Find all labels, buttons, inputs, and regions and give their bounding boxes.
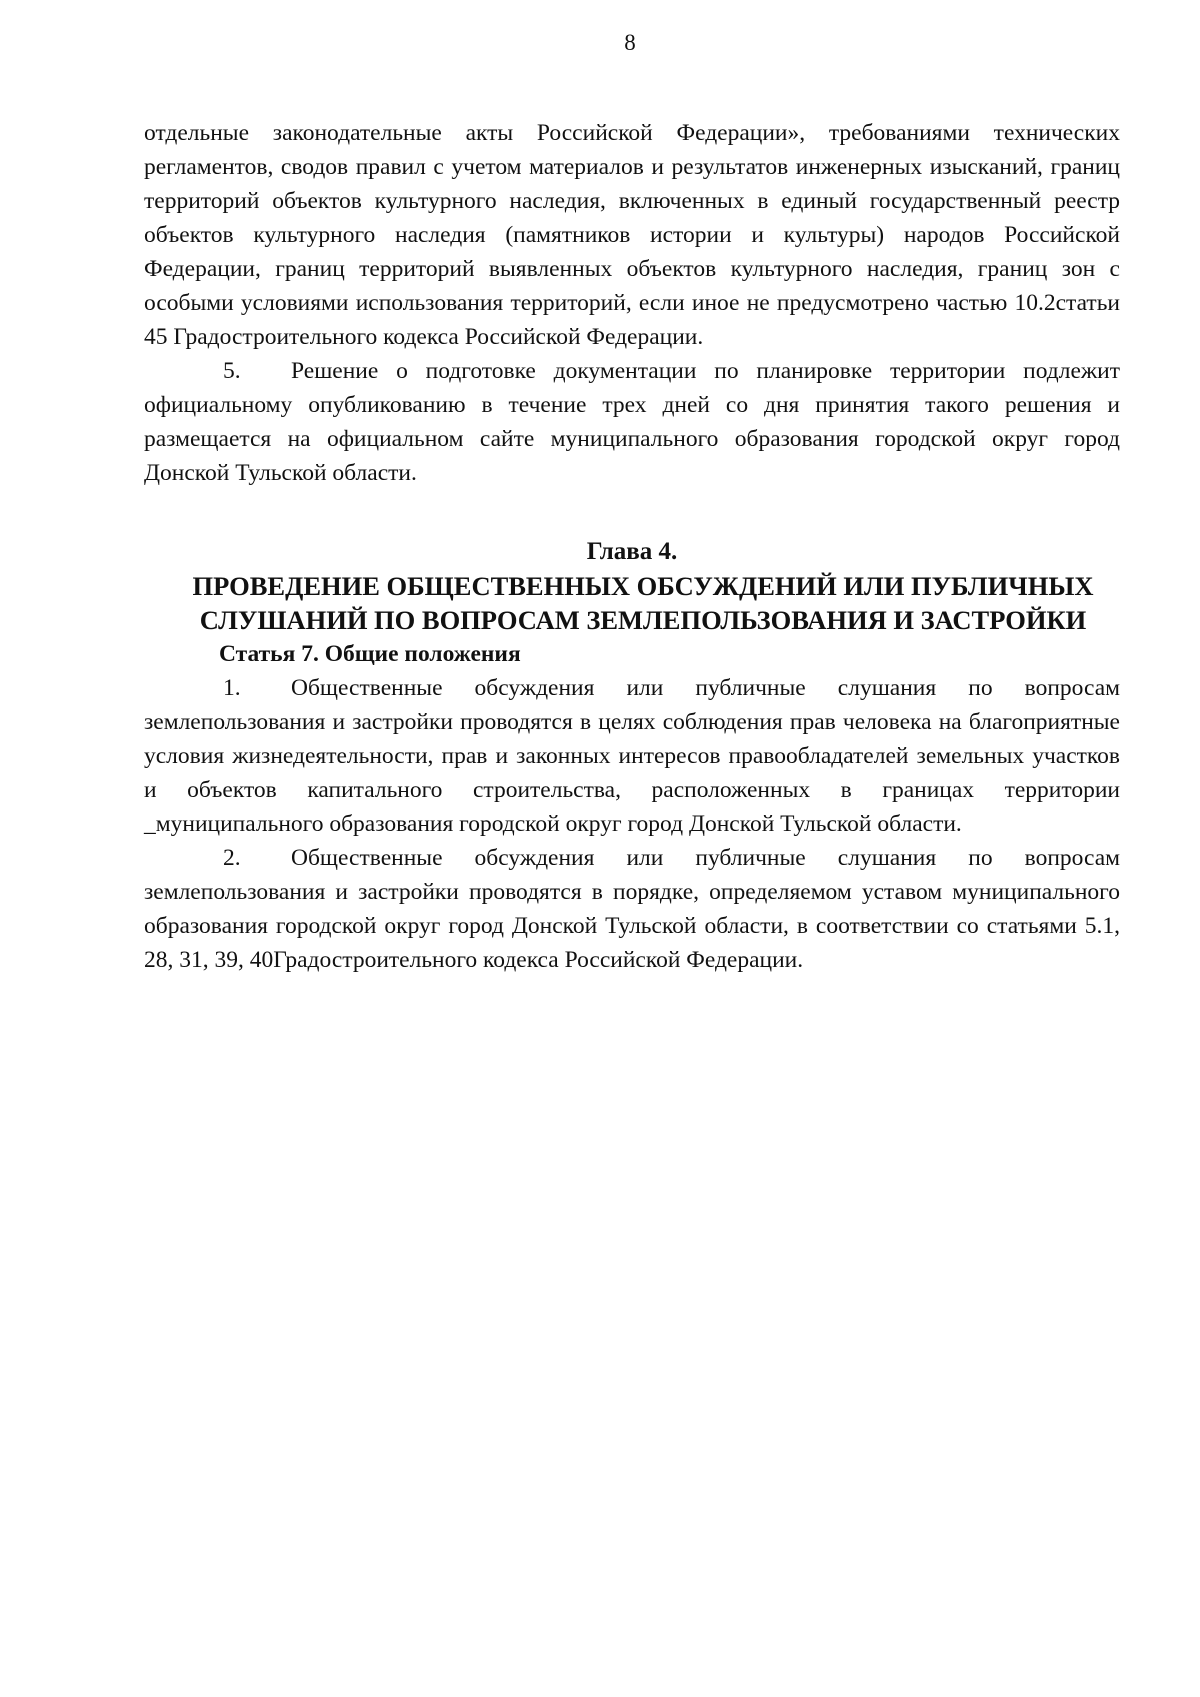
article-item-2 [144, 841, 1120, 977]
chapter-heading-line-1: ПРОВЕДЕНИЕ ОБЩЕСТВЕННЫХ ОБСУЖДЕНИЙ ИЛИ ПУБЛИЧНЫХ [192, 571, 1094, 601]
list-item-text: Общественные обсуждения или публичные слушания по вопросам землепользования и застройки проводятся в целях соблюдения прав человека на благоприятные условия жизнедеятельности, прав и законных интересов правообладателей земельных участков и объектов капитального строительства, расположенных в границах территории _муниципального образования городской округ город Донской Тульской области. [144, 675, 1120, 837]
list-item-number: 2. [223, 845, 241, 871]
list-item-number: 5. [223, 358, 241, 384]
article-title: Статья 7. Общие положения [219, 641, 521, 667]
intro-paragraph: отдельные законодательные акты Российской Федерации», требованиями технических регламентов, сводов правил с учетом материалов и результатов инженерных изысканий, границ территорий объектов культурного наследия, включенных в единый государственный реестр объектов культурного наследия (памятников истории и культуры) народов Российской Федерации, границ территорий выявленных объектов культурного наследия, границ зон с особыми условиями использования территорий, если иное не предусмотрено частью 10.2статьи 45 Градостроительного кодекса Российской Федерации. [144, 120, 1120, 350]
chapter-heading-line-2: СЛУШАНИЙ ПО ВОПРОСАМ ЗЕМЛЕПОЛЬЗОВАНИЯ И ЗАСТРОЙКИ [199, 605, 1087, 635]
list-item-text: Решение о подготовке документации по планировке территории подлежит официальному опубликованию в течение трех дней со дня принятия такого решения и размещается на официальном сайте муниципального образования городской округ город Донской Тульской области. [144, 358, 1120, 486]
list-item-number: 1. [223, 675, 241, 701]
list-item-5 [144, 354, 1120, 490]
chapter-title: Глава 4. [586, 538, 678, 565]
list-item-text: Общественные обсуждения или публичные слушания по вопросам землепользования и застройки проводятся в порядке, определяемом уставом муниципального образования городской округ город Донской Тульской области, в соответствии со статьями 5.1, 28, 31, 39, 40Градостроительного кодекса Российской Федерации. [144, 845, 1120, 973]
document-body [144, 116, 1120, 977]
chapter-header [144, 535, 1120, 637]
page-number: 8 [624, 30, 636, 55]
article-item-1 [144, 671, 1120, 841]
